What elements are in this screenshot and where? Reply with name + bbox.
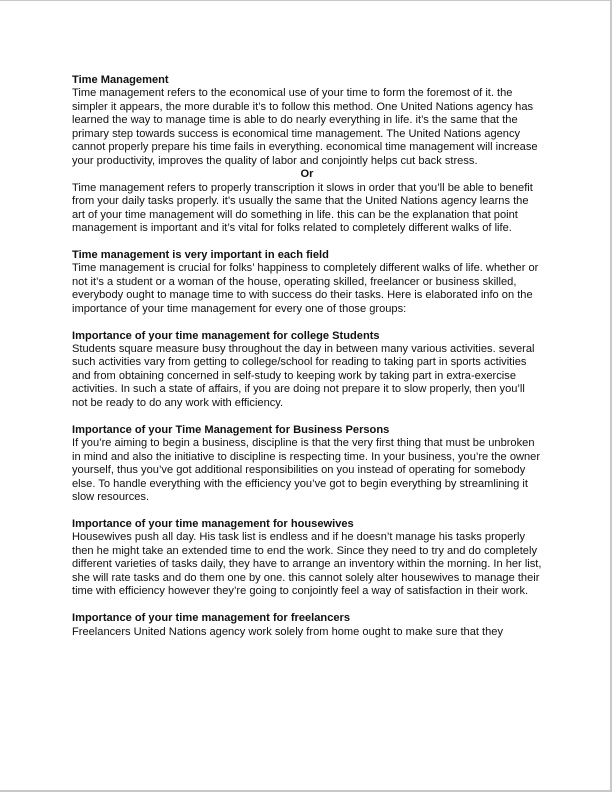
section-heading: Time management is very important in each field [72,248,329,261]
section-paragraph: Students square measure busy throughout the day in between many various activities. several such activities vary from getting to college/school for reading to taking part in sports activities and from obtaining concerned in self-study to keeping work by taking part in extra-exercise activities. In such a state of affairs, if you are doing not prepare it to slow properly, then you’ll not be ready to do any work with efficiency. [72,343,535,409]
section-heading: Importance of your time management for housewives [72,517,354,530]
section-heading: Importance of your time management for college Students [72,329,380,342]
section-heading: Importance of your Time Management for Business Persons [72,423,390,436]
document-body [72,74,542,639]
section-housewives [72,518,542,599]
section-college-students [72,330,542,411]
section-freelancers [72,612,542,639]
or-separator: Or [300,168,314,181]
section-paragraph: Housewives push all day. His task list is endless and if he doesn’t manage his tasks properly then he might take an extended time to end the work. Since they need to try and do completely different varieties of tasks daily, they have to arrange an inventory within the morning. In her list, she will rate tasks and do them one by one. this cannot solely alter housewives to manage their time with efficiency however they’re going to conjointly feel a way of satisfaction in their work. [72,531,542,598]
section-paragraph: Time management is crucial for folks’ happiness to completely different walks of life. whether or not it’s a student or a woman of the house, operating skilled, freelancer or business skilled, everybody ought to manage time to with success do their tasks. Here is elaborated info on the importance of your time management for every one of those groups: [72,262,539,315]
section-business-persons [72,424,542,505]
section-heading: Time Management [72,74,169,86]
section-alt-paragraph: Time management refers to properly transcription it slows in order that you’ll be able to benefit from your daily tasks properly. it’s usually the same that the United Nations agency learns the art of your time management will do something in life. this can be the explanation that point management is important and it’s vital for folks related to completely different walks of life. [72,181,533,234]
section-paragraph: Freelancers United Nations agency work solely from home ought to make sure that they [72,625,504,638]
section-important-each-field [72,249,542,316]
section-paragraph: If you’re aiming to begin a business, discipline is that the very first thing that must be unbroken in mind and also the initiative to discipline is respecting time. In your business, you’re the owner yourself, thus you’ve got additional responsibilities on you instead of operating for somebody else. To handle everything with the efficiency you’ve got to begin everything by streamlining it slow resources. [72,437,541,503]
section-paragraph: Time management refers to the economical use of your time to form the foremost of it. the simpler it appears, the more durable it’s to follow this method. One United Nations agency has learned the way to manage time is able to do nearly everything in life. it’s the same that the primary step towards success is economical time management. The United Nations agency cannot properly prepare his time fails in everything. economical time management will increase your productivity, improves the quality of labor and conjointly helps cut back stress. [72,87,538,167]
section-time-management [72,74,542,235]
section-heading: Importance of your time management for freelancers [72,612,351,625]
